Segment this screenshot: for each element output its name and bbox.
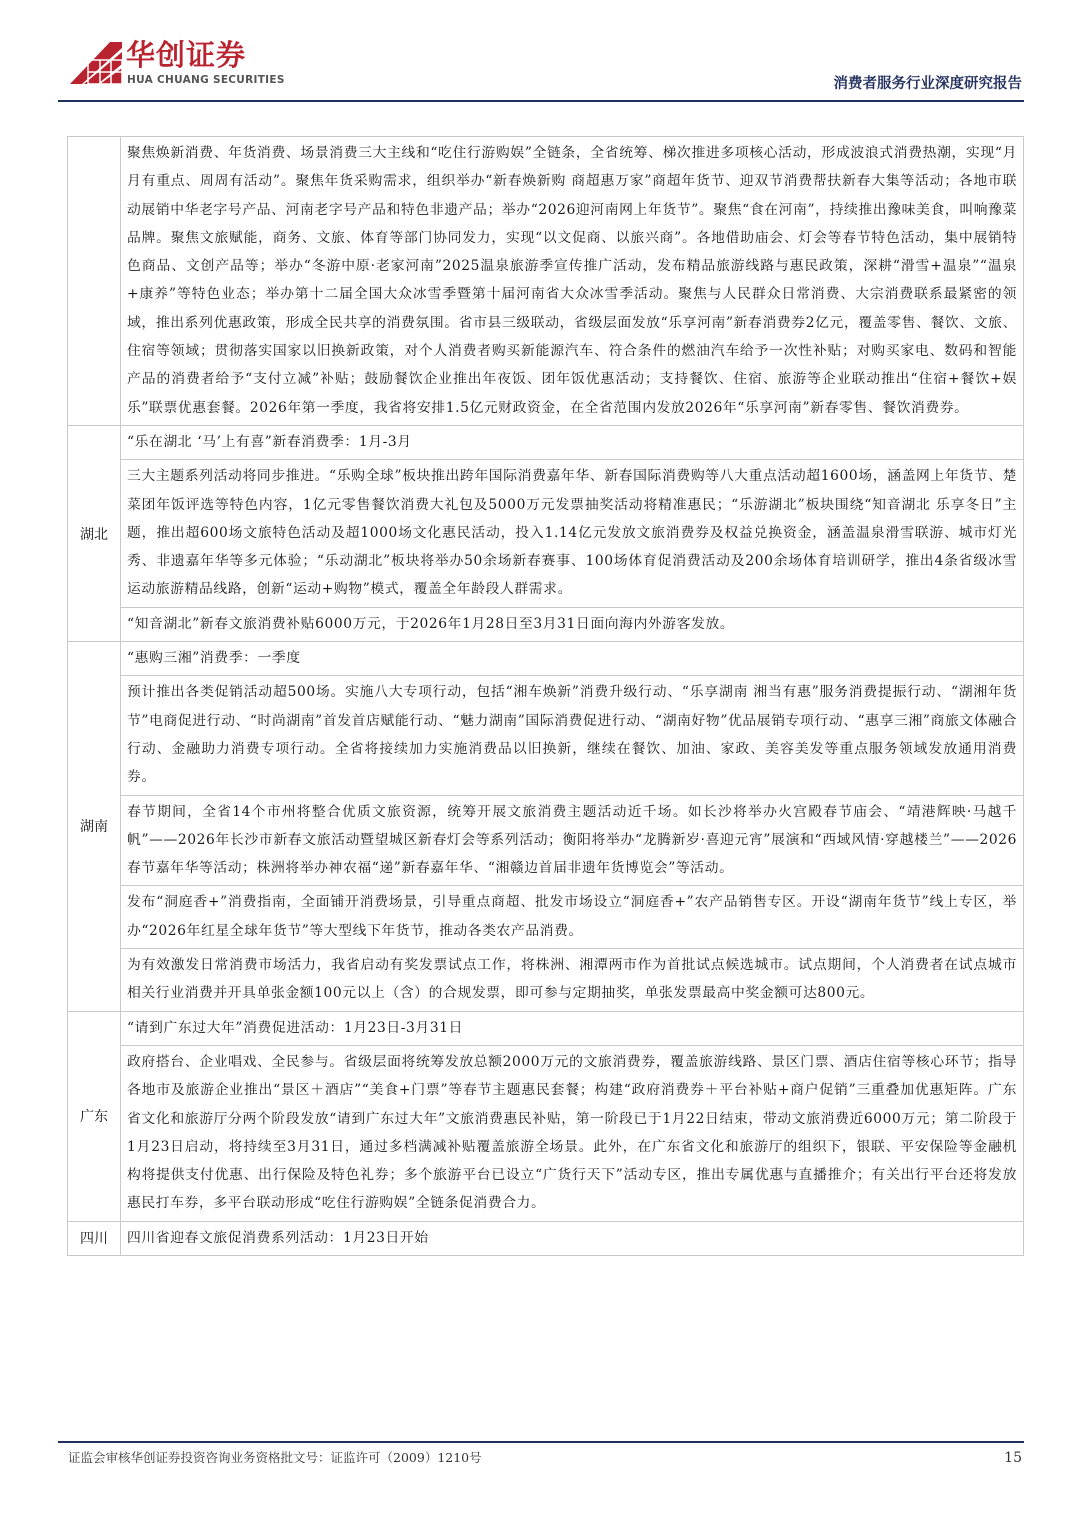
table-row	[68, 425, 1024, 459]
page-number: 15	[1004, 1450, 1022, 1466]
policy-cell: 聚焦焕新消费、年货消费、场景消费三大主线和“吃住行游购娱”全链条，全省统筹、梯次推进多项核心活动，形成波浪式消费热潮，实现“月月有重点、周周有活动”。聚焦年货采购需求，组织举办“新春焕新购 商超惠万家”商超年货节、迎双节消费帮扶新春大集等活动；各地市联动展销中华老字号产品、河南老字号产品和特色非遗产品；举办“2026迎河南网上年货节”。聚焦“食在河南”，持续推出豫味美食，叫响豫菜品牌。聚焦文旅赋能，商务、文旅、体育等部门协同发力，实现“以文促商、以旅兴商”。各地借助庙会、灯会等春节特色活动，集中展销特色商品、文创产品等；举办“冬游中原·老家河南”2025温泉旅游季宣传推广活动，发布精品旅游线路与惠民政策，深耕“滑雪+温泉”“温泉+康养”等特色业态；举办第十二届全国大众冰雪季暨第十届河南省大众冰雪季活动。聚焦与人民群众日常消费、大宗消费联系最紧密的领域，推出系列优惠政策，形成全民共享的消费氛围。省市县三级联动，省级层面发放“乐享河南”新春消费券2亿元，覆盖零售、餐饮、文旅、住宿等领域；贯彻落实国家以旧换新政策，对个人消费者购买新能源汽车、符合条件的燃油汽车给予一次性补贴；对购买家电、数码和智能产品的消费者给予“支付立减”补贴；鼓励餐饮企业推出年夜饭、团年饭优惠活动；支持餐饮、住宿、旅游等企业联动推出“住宿+餐饮+娱乐”联票优惠套餐。2026年第一季度，我省将安排1.5亿元财政资金，在全省范围内发放2026年“乐享河南”新春零售、餐饮消费券。	[121, 137, 1024, 426]
province-cell-guangdong: 广东	[68, 1011, 121, 1221]
policy-cell: 预计推出各类促销活动超500场。实施八大专项行动，包括“湘车焕新”消费升级行动、“乐享湖南 湘当有惠”服务消费提振行动、“湖湘年货节”电商促进行动、“时尚湖南”首发首店赋能行动、“魅力湖南”国际消费促进行动、“湖南好物”优品展销专项行动、“惠享三湘”商旅文体融合行动、金融助力消费专项行动。全省将接续加力实施消费品以旧换新，继续在餐饮、加油、家政、美容美发等重点服务领域发放通用消费券。	[121, 676, 1024, 795]
table-row	[68, 1221, 1024, 1255]
logo-english-name: HUA CHUANG SECURITIES	[127, 74, 285, 86]
table-row	[68, 795, 1024, 886]
policy-cell: “请到广东过大年”消费促进活动：1月23日-3月31日	[121, 1011, 1024, 1045]
footer-license-text: 证监会审核华创证券投资咨询业务资格批文号：证监许可（2009）1210号	[68, 1450, 482, 1465]
province-cell-henan	[68, 137, 121, 426]
table-row	[68, 886, 1024, 949]
policy-cell: “乐在湖北 ‘马’上有喜”新春消费季：1月-3月	[121, 425, 1024, 459]
policy-cell: “知音湖北”新春文旅消费补贴6000万元，于2026年1月28日至3月31日面向海内外游客发放。	[121, 607, 1024, 641]
policy-cell: 政府搭台、企业唱戏、全民参与。省级层面将统筹发放总额2000万元的文旅消费券，覆盖旅游线路、景区门票、酒店住宿等核心环节；指导各地市及旅游企业推出“景区＋酒店”“美食+门票”等春节主题惠民套餐；构建“政府消费券＋平台补贴+商户促销”三重叠加优惠矩阵。广东省文化和旅游厅分两个阶段发放“请到广东过大年”文旅消费惠民补贴，第一阶段已于1月22日结束，带动文旅消费近6000万元；第二阶段于1月23日启动，将持续至3月31日，通过多档满减补贴覆盖旅游全场景。此外，在广东省文化和旅游厅的组织下，银联、平安保险等金融机构将提供支付优惠、出行保险及特色礼券；多个旅游平台已设立“广货行天下”活动专区，推出专属优惠与直播推介；有关出行平台还将发放惠民打车券，多平台联动形成“吃住行游购娱”全链条促消费合力。	[121, 1045, 1024, 1221]
policy-cell: “惠购三湘”消费季：一季度	[121, 642, 1024, 676]
table-row	[68, 1011, 1024, 1045]
policy-cell: 春节期间，全省14个市州将整合优质文旅资源，统筹开展文旅消费主题活动近千场。如长沙将举办火宫殿春节庙会、“靖港辉映·马越千帆”——2026年长沙市新春文旅活动暨望城区新春灯会等系列活动；衡阳将举办“龙腾新岁·喜迎元宵”展演和“西域风情·穿越楼兰”——2026春节嘉年华等活动；株洲将举办神农福“递”新春嘉年华、“湘赣边首届非遗年货博览会”等活动。	[121, 795, 1024, 886]
table-row	[68, 676, 1024, 795]
logo-chinese-name: 华创证券	[126, 38, 247, 72]
province-cell-hunan: 湖南	[68, 642, 121, 1012]
province-cell-hubei: 湖北	[68, 425, 121, 641]
header-divider	[58, 100, 1024, 102]
table-row	[68, 607, 1024, 641]
page-header	[0, 0, 1080, 110]
policy-cell: 四川省迎春文旅促消费系列活动：1月23日开始	[121, 1221, 1024, 1255]
report-type-title: 消费者服务行业深度研究报告	[833, 76, 1022, 92]
table-row	[68, 460, 1024, 607]
footer-divider	[58, 1441, 1024, 1443]
table-row	[68, 642, 1024, 676]
policy-cell: 发布“洞庭香+”消费指南，全面铺开消费场景，引导重点商超、批发市场设立“洞庭香+”农产品销售专区。开设“湖南年货节”线上专区，举办“2026年红星全球年货节”等大型线下年货节，推动各类农产品消费。	[121, 886, 1024, 949]
logo-icon	[70, 38, 122, 86]
table-row	[68, 949, 1024, 1012]
province-cell-sichuan: 四川	[68, 1221, 121, 1255]
policy-cell: 为有效激发日常消费市场活力，我省启动有奖发票试点工作，将株洲、湘潭两市作为首批试点候选城市。试点期间，个人消费者在试点城市相关行业消费并开具单张金额100元以上（含）的合规发票，即可参与定期抽奖，单张发票最高中奖金额可达800元。	[121, 949, 1024, 1012]
table-row	[68, 137, 1024, 426]
policy-cell: 三大主题系列活动将同步推进。“乐购全球”板块推出跨年国际消费嘉年华、新春国际消费购等八大重点活动超1600场，涵盖网上年货节、楚菜团年饭评选等特色内容，1亿元零售餐饮消费大礼包及5000万元发票抽奖活动将精准惠民；“乐游湖北”板块围绕“知音湖北 乐享冬日”主题，推出超600场文旅特色活动及超1000场文化惠民活动，投入1.14亿元发放文旅消费券及权益兑换资金，涵盖温泉滑雪联游、城市灯光秀、非遗嘉年华等多元体验；“乐动湖北”板块将举办50余场新春赛事、100场体育促消费活动及200余场体育培训研学，推出4条省级冰雪运动旅游精品线路，创新“运动+购物”模式，覆盖全年龄段人群需求。	[121, 460, 1024, 607]
policy-table	[67, 136, 1024, 1256]
table-row	[68, 1045, 1024, 1221]
